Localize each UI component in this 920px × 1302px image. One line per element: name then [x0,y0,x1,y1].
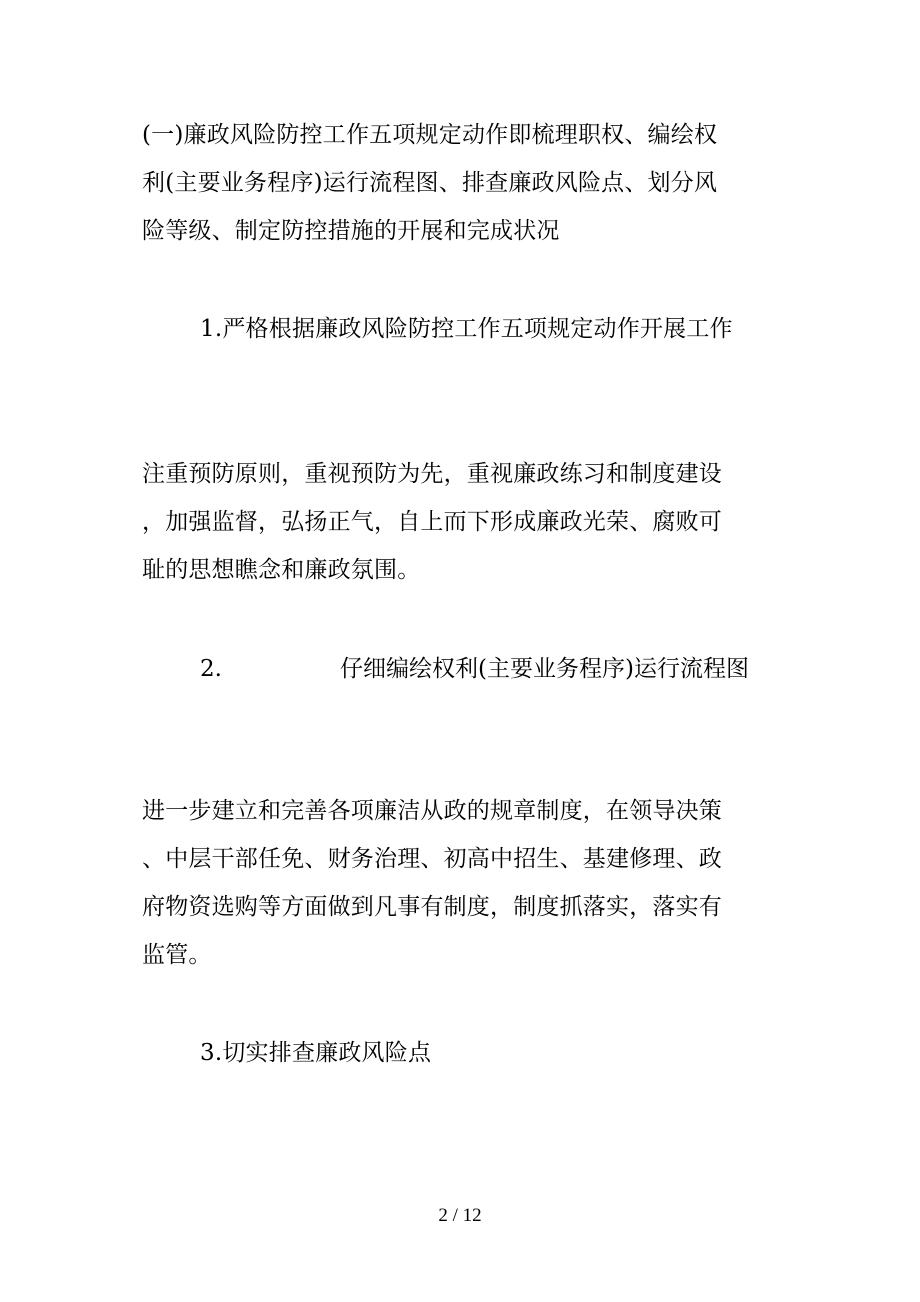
section-heading-line-2: 利(主要业务程序)运行流程图、排查廉政风险点、划分风 [142,170,718,196]
item2-body-line-1: 进一步建立和完善各项廉洁从政的规章制度，在领导决策 [142,798,722,824]
item2-number: 2. [200,656,222,682]
item2-body-line-3: 府物资选购等方面做到凡事有制度，制度抓落实，落实有 [142,894,722,920]
item2-body-line-2: 、中层干部任免、财务治理、初高中招生、基建修理、政 [142,846,722,872]
section-heading-line-1: (一)廉政风险防控工作五项规定动作即梳理职权、编绘权 [142,122,718,148]
item1-body-line-2: ，加强监督，弘扬正气，自上而下形成廉政光荣、腐败可 [142,509,722,535]
item1-heading: 1.严格根据廉政风险防控工作五项规定动作开展工作 [200,316,733,342]
section-heading-line-3: 险等级、制定防控措施的开展和完成状况 [142,218,560,244]
item2-body-line-4: 监管。 [142,942,212,968]
page-number: 2 / 12 [438,1205,482,1226]
item1-body-line-1: 注重预防原则，重视预防为先，重视廉政练习和制度建设 [142,461,722,487]
item2-heading-text: 仔细编绘权利(主要业务程序)运行流程图 [340,656,749,682]
item3-heading: 3.切实排查廉政风险点 [200,1040,432,1066]
item1-body-line-3: 耻的思想瞧念和廉政氛围。 [142,557,421,583]
